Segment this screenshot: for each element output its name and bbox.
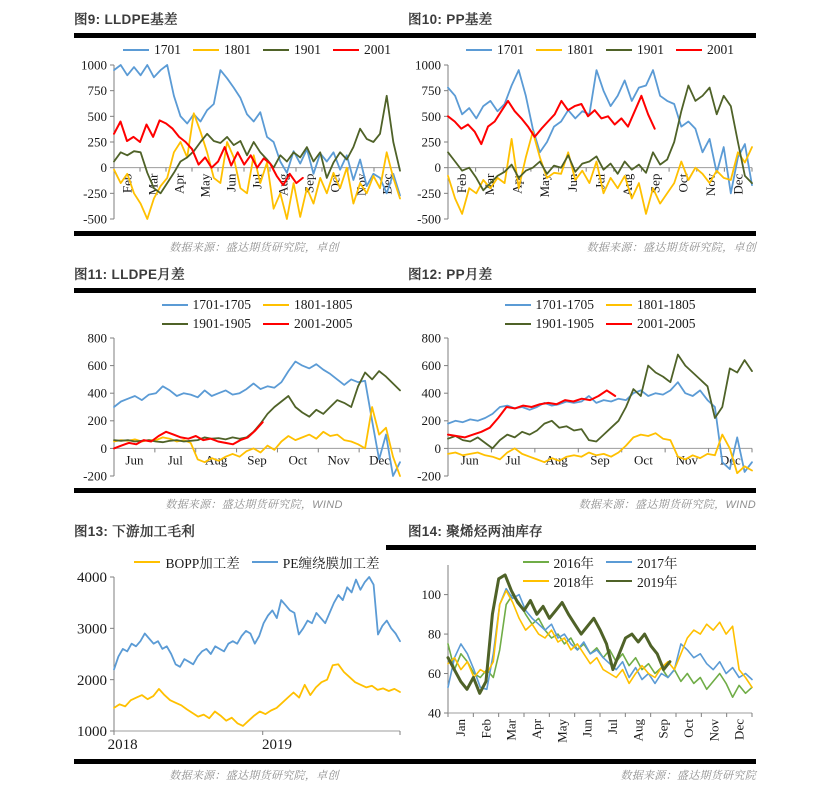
legend-label: 1701-1705	[535, 297, 594, 312]
row1-title-rule	[74, 33, 756, 38]
svg-text:Mar: Mar	[503, 719, 519, 741]
fig11-source: 数据来源：盛达期货研究院，WIND	[165, 498, 343, 511]
chart-lldpe-basis-plot	[74, 39, 404, 229]
svg-text:Jul: Jul	[249, 173, 265, 189]
svg-text:Apr: Apr	[509, 173, 525, 194]
svg-text:200: 200	[421, 413, 441, 429]
svg-text:Jan: Jan	[453, 719, 469, 737]
svg-text:-200: -200	[417, 468, 441, 484]
svg-text:500: 500	[421, 108, 441, 124]
svg-text:Sep: Sep	[301, 173, 317, 194]
row3-sources	[74, 765, 756, 784]
svg-text:Aug: Aug	[204, 452, 228, 468]
svg-text:Dec: Dec	[731, 719, 747, 740]
row2-bottom-rule	[74, 488, 756, 493]
chart-pp-basis-plot	[408, 39, 756, 229]
row2-titles	[74, 263, 756, 286]
fig12-source: 数据来源：盛达期货研究院，WIND	[578, 498, 756, 511]
svg-text:Nov: Nov	[706, 719, 722, 742]
legend-label: 2016年	[553, 556, 594, 571]
legend-label: 1701-1705	[192, 297, 251, 312]
fig10-title: 图10: PP基差	[408, 12, 493, 27]
svg-text:-250: -250	[417, 185, 441, 201]
chart-row-3	[74, 520, 756, 784]
svg-text:-500: -500	[83, 211, 107, 227]
svg-text:Dec: Dec	[719, 452, 741, 468]
svg-text:40: 40	[428, 705, 441, 721]
legend-label: 1701	[497, 42, 524, 57]
svg-text:Feb: Feb	[478, 719, 494, 739]
svg-text:Feb: Feb	[119, 173, 135, 194]
svg-text:Jun: Jun	[223, 173, 239, 192]
legend-label: 1801-1805	[637, 297, 696, 312]
chart-processing-margin-plot	[74, 551, 404, 757]
svg-text:May: May	[554, 719, 570, 743]
row3-titles	[74, 520, 756, 543]
legend-label: 1701	[154, 42, 181, 57]
svg-text:800: 800	[87, 330, 107, 346]
legend-label: 2001	[364, 42, 391, 57]
svg-text:80: 80	[428, 626, 441, 642]
svg-text:1000: 1000	[77, 724, 107, 741]
legend-label: 2001-2005	[637, 316, 696, 331]
row2-sources	[74, 494, 756, 513]
svg-text:Jun: Jun	[579, 719, 595, 738]
svg-text:Nov: Nov	[675, 452, 699, 468]
svg-text:-200: -200	[83, 468, 107, 484]
svg-text:0: 0	[100, 440, 107, 456]
row3-rule-right	[386, 545, 756, 550]
svg-text:Jul: Jul	[592, 173, 608, 189]
svg-text:Oct: Oct	[327, 173, 343, 193]
svg-text:Dec: Dec	[369, 452, 391, 468]
svg-text:Nov: Nov	[327, 452, 350, 468]
fig14-title: 图14: 聚烯烃两油库存	[408, 524, 543, 539]
svg-text:Apr: Apr	[171, 173, 187, 194]
svg-text:Jun: Jun	[460, 452, 479, 468]
svg-text:Mar: Mar	[145, 173, 161, 196]
chart-lldpe-basis	[74, 39, 404, 229]
legend-label: 1801-1805	[294, 297, 353, 312]
svg-text:-500: -500	[417, 211, 441, 227]
chart-row-2	[74, 263, 756, 513]
row3-charts	[74, 551, 756, 757]
chart-pp-spread-plot	[408, 294, 756, 486]
chart-lldpe-spread	[74, 294, 404, 486]
svg-text:Apr: Apr	[529, 719, 545, 740]
chart-polyolefin-inventory-plot	[408, 551, 756, 757]
svg-text:Sep: Sep	[247, 452, 267, 468]
row2-title-rule	[74, 288, 756, 293]
svg-text:Aug: Aug	[620, 173, 636, 197]
report-page	[74, 8, 756, 784]
svg-text:2000: 2000	[77, 672, 107, 689]
row1-sources	[74, 237, 756, 256]
legend-label: 1901	[637, 42, 664, 57]
svg-text:Jul: Jul	[605, 719, 621, 735]
svg-text:Feb: Feb	[454, 173, 470, 194]
svg-text:2019: 2019	[262, 737, 293, 753]
svg-text:May: May	[197, 173, 213, 198]
fig14-source: 数据来源：盛达期货研究院	[620, 769, 756, 782]
svg-text:Oct: Oct	[675, 173, 691, 193]
chart-processing-margin	[74, 551, 404, 757]
chart-lldpe-spread-plot	[74, 294, 404, 486]
svg-text:-250: -250	[83, 185, 107, 201]
fig11-title: 图11: LLDPE月差	[74, 267, 185, 282]
fig9-title: 图9: LLDPE基差	[74, 12, 178, 27]
svg-text:0: 0	[100, 160, 107, 176]
legend-label: 2001-2005	[294, 316, 353, 331]
legend-label: 2001	[707, 42, 734, 57]
svg-text:Oct: Oct	[681, 719, 697, 738]
svg-text:400: 400	[87, 385, 107, 401]
legend-label: PE缠绕膜加工差	[282, 556, 380, 571]
row1-charts	[74, 39, 756, 229]
fig10-source: 数据来源：盛达期货研究院，卓创	[586, 241, 756, 254]
svg-text:Sep: Sep	[647, 173, 663, 194]
svg-text:750: 750	[87, 83, 107, 99]
svg-text:Aug: Aug	[275, 173, 291, 197]
svg-text:400: 400	[421, 385, 441, 401]
svg-text:May: May	[537, 173, 553, 198]
svg-text:250: 250	[87, 134, 107, 150]
row3-bottom-rule	[74, 759, 756, 764]
fig13-title: 图13: 下游加工毛利	[74, 524, 196, 539]
svg-text:Jul: Jul	[167, 452, 183, 468]
svg-text:Oct: Oct	[288, 452, 308, 468]
legend-label: 1901-1905	[192, 316, 251, 331]
fig13-source: 数据来源：盛达期货研究院，卓创	[169, 769, 339, 782]
row2-charts	[74, 294, 756, 486]
svg-text:Jul: Jul	[505, 452, 521, 468]
svg-text:60: 60	[428, 665, 441, 681]
svg-text:Sep: Sep	[655, 719, 671, 739]
chart-row-1	[74, 8, 756, 256]
legend-label: 1801	[567, 42, 594, 57]
svg-text:600: 600	[421, 358, 441, 374]
legend-label: 2019年	[637, 575, 678, 590]
svg-text:Aug: Aug	[630, 719, 646, 742]
row3-title-rule	[74, 545, 756, 550]
svg-text:Aug: Aug	[545, 452, 568, 468]
svg-text:2018: 2018	[107, 737, 138, 753]
svg-text:200: 200	[87, 413, 107, 429]
svg-text:Jun: Jun	[125, 452, 144, 468]
svg-text:750: 750	[421, 83, 441, 99]
svg-text:Jun: Jun	[564, 173, 580, 192]
svg-text:Dec: Dec	[379, 173, 395, 195]
chart-pp-basis	[408, 39, 756, 229]
svg-text:3000: 3000	[77, 621, 107, 638]
svg-text:Nov: Nov	[702, 173, 718, 197]
legend-label: 1901	[294, 42, 321, 57]
chart-polyolefin-inventory	[408, 551, 756, 757]
svg-text:1000: 1000	[81, 57, 107, 73]
svg-text:250: 250	[421, 134, 441, 150]
svg-text:600: 600	[87, 358, 107, 374]
legend-label: 1901-1905	[535, 316, 594, 331]
legend-label: 2017年	[637, 556, 678, 571]
svg-text:800: 800	[421, 330, 441, 346]
legend-label: 2018年	[553, 575, 594, 590]
svg-text:Nov: Nov	[353, 173, 369, 197]
chart-pp-spread	[408, 294, 756, 486]
svg-text:4000: 4000	[77, 570, 107, 587]
svg-text:Oct: Oct	[634, 452, 653, 468]
svg-text:0: 0	[434, 160, 441, 176]
svg-text:Mar: Mar	[481, 173, 497, 196]
row3-rule-spacer	[74, 545, 386, 550]
svg-text:0: 0	[434, 440, 441, 456]
svg-text:100: 100	[421, 587, 441, 603]
svg-text:500: 500	[87, 108, 107, 124]
svg-text:1000: 1000	[415, 57, 441, 73]
fig12-title: 图12: PP月差	[408, 267, 493, 282]
svg-text:Dec: Dec	[730, 173, 746, 195]
row1-titles	[74, 8, 756, 31]
fig9-source: 数据来源：盛达期货研究院，卓创	[169, 241, 339, 254]
row1-bottom-rule	[74, 231, 756, 236]
legend-label: 1801	[224, 42, 251, 57]
svg-text:Sep: Sep	[590, 452, 610, 468]
legend-label: BOPP加工差	[165, 556, 240, 571]
